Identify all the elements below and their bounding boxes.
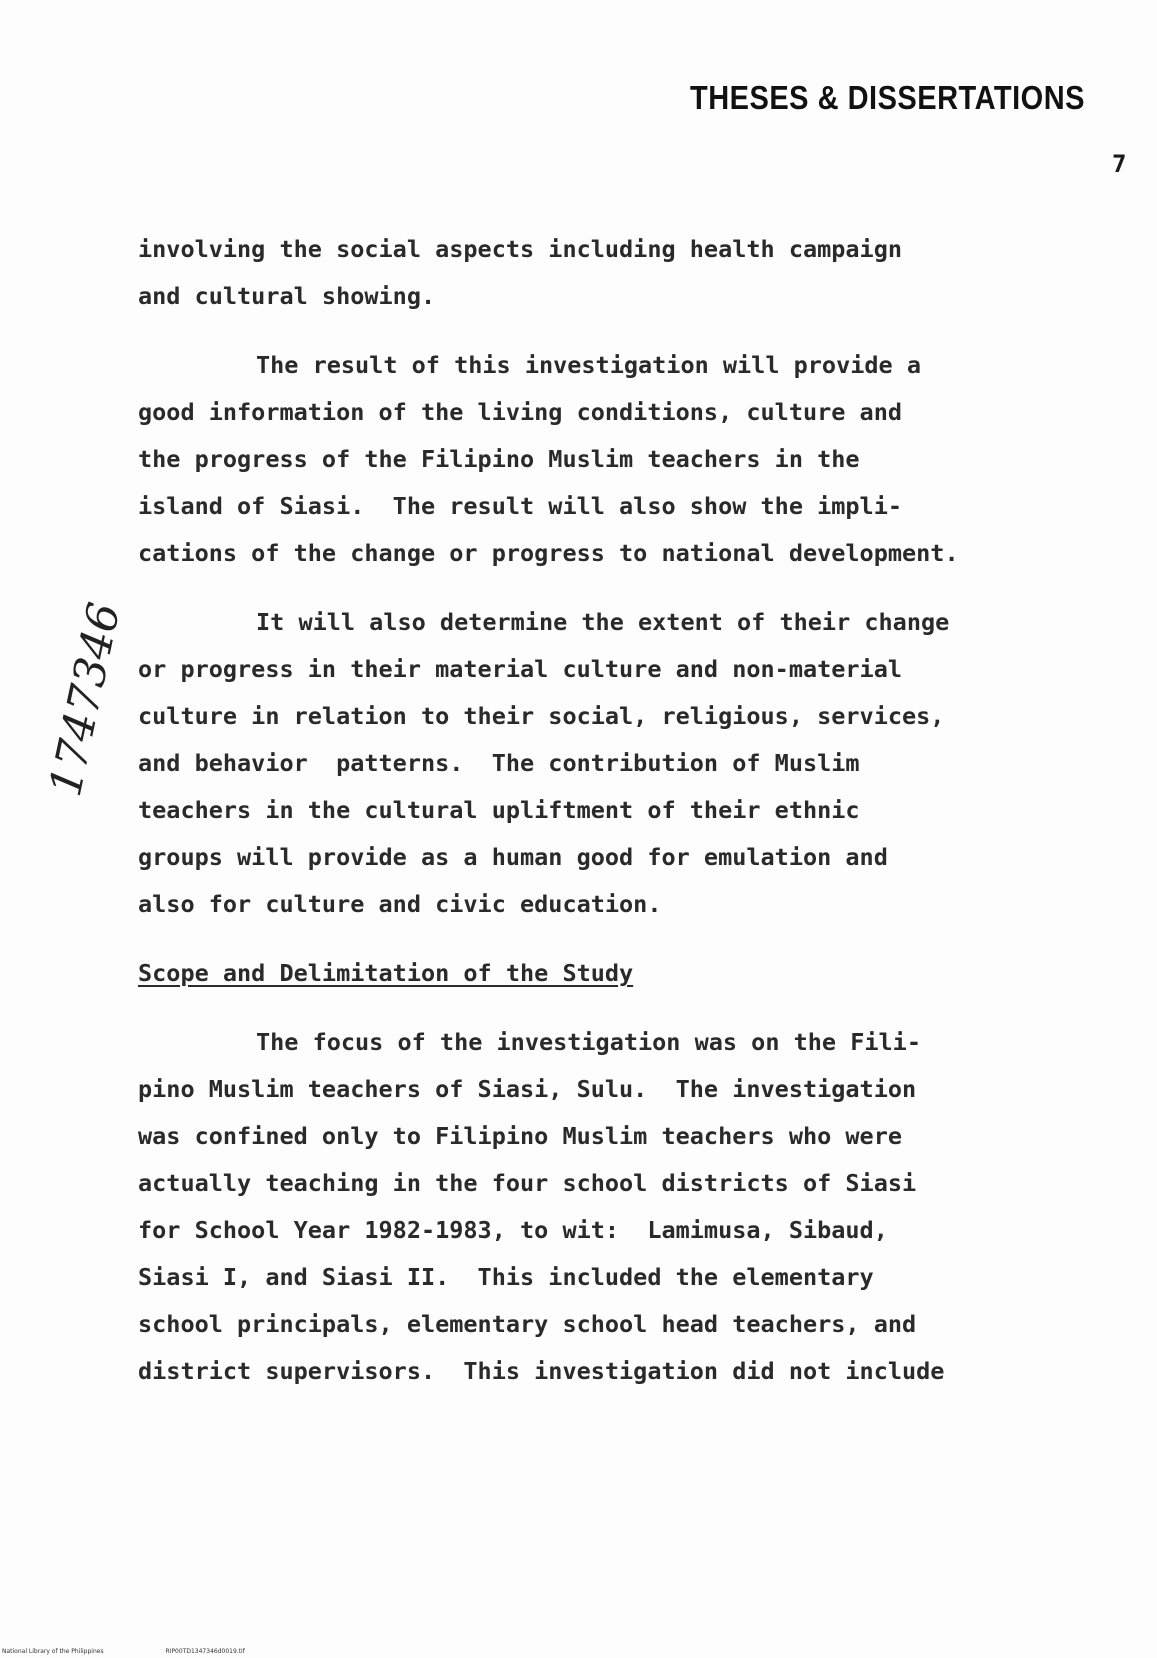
text-line: for School Year 1982-1983, to wit: Lamimusa, Sibaud, <box>138 1216 888 1244</box>
body-text <box>138 226 1018 1395</box>
text-line: cations of the change or progress to national development. <box>138 539 959 567</box>
paragraph-1 <box>138 226 1018 320</box>
page-number: 7 <box>1112 150 1127 178</box>
text-line: pino Muslim teachers of Siasi, Sulu. The investigation <box>138 1075 917 1103</box>
file-name: RIP00TD1347346d0019.tif <box>165 1648 245 1655</box>
text-line: good information of the living conditions, culture and <box>138 398 903 426</box>
text-line: involving the social aspects including health campaign <box>138 235 903 263</box>
text-line: It will also determine the extent of their change <box>256 608 950 636</box>
text-line: Siasi I, and Siasi II. This included the elementary <box>138 1263 874 1291</box>
text-line: was confined only to Filipino Muslim teachers who were <box>138 1122 903 1150</box>
section-heading-wrap <box>138 950 1018 997</box>
text-line: groups will provide as a human good for emulation and <box>138 843 888 871</box>
text-line: the progress of the Filipino Muslim teachers in the <box>138 445 860 473</box>
text-line: teachers in the cultural upliftment of their ethnic <box>138 796 860 824</box>
text-line: or progress in their material culture and non-material <box>138 655 903 683</box>
text-line: actually teaching in the four school districts of Siasi <box>138 1169 917 1197</box>
text-line: school principals, elementary school head teachers, and <box>138 1310 917 1338</box>
handwritten-accession-number: 1747346 <box>40 598 131 801</box>
text-line: district supervisors. This investigation did not include <box>138 1357 945 1385</box>
paragraph-3 <box>138 599 1018 928</box>
text-line: The focus of the investigation was on the Fili- <box>256 1028 921 1056</box>
text-line: island of Siasi. The result will also show the impli- <box>138 492 903 520</box>
text-line: culture in relation to their social, religious, services, <box>138 702 945 730</box>
text-line: also for culture and civic education. <box>138 890 662 918</box>
paragraph-2 <box>138 342 1018 577</box>
text-line: The result of this investigation will provide a <box>256 351 921 379</box>
scan-footer <box>2 1648 305 1655</box>
theses-dissertations-stamp: THESES & DISSERTATIONS <box>690 80 1086 117</box>
section-heading: Scope and Delimitation of the Study <box>138 959 634 987</box>
text-line: and behavior patterns. The contribution of Muslim <box>138 749 860 777</box>
paragraph-4 <box>138 1019 1018 1395</box>
library-credit: National Library of the Philippines <box>2 1648 104 1655</box>
text-line: and cultural showing. <box>138 282 436 310</box>
